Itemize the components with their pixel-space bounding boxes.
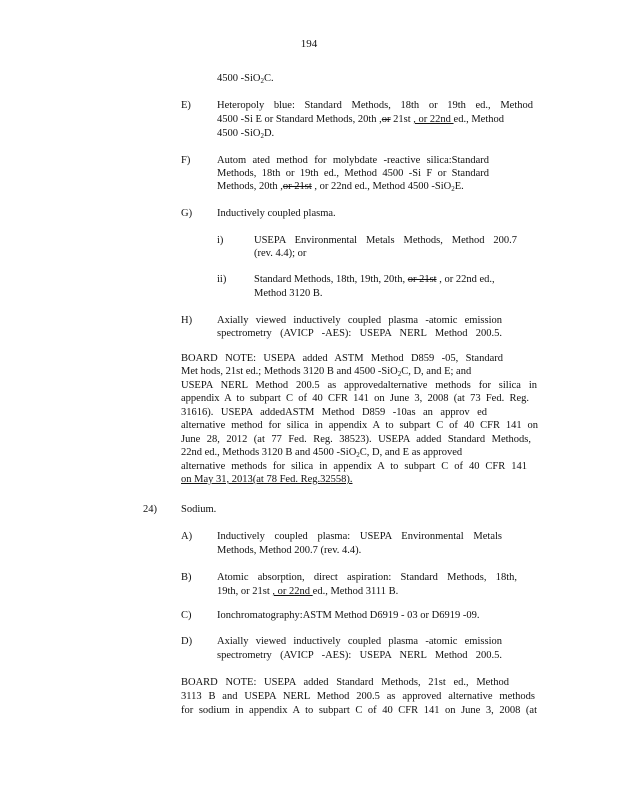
text-line: spectrometry (AVICP -AES): USEPA NERL Method 200.5. (217, 650, 502, 661)
board-note-line: on May 31, 2013(at 78 Fed. Reg.32558). (181, 474, 353, 485)
text-line: Standard Methods, 18th, 19th, 20th, or 21st , or 22nd ed., (254, 274, 495, 285)
board-note-line: 22nd ed., Methods 3120 B and 4500 -SiO$_2$C, D, and E as approved (181, 447, 463, 459)
board-note-line: for sodium in appendix A to subpart C of 40 CFR 141 on June 3, 2008 (at (181, 705, 537, 716)
board-note-line: USEPA NERL Method 200.5 as approvedalternative methods for silica in (181, 380, 537, 391)
text-line: Inductively coupled plasma: USEPA Environmental Metals (217, 531, 502, 542)
text-line: USEPA Environmental Metals Methods, Method 200.7 (254, 235, 517, 246)
text-line: Axially viewed inductively coupled plasma -atomic emission (217, 636, 502, 647)
item-label-c: C) (181, 610, 192, 621)
page-number: 194 (300, 38, 318, 50)
item-label-h: H) (181, 315, 193, 326)
section-title: Sodium. (181, 504, 217, 515)
board-note-line: 31616). USEPA addedASTM Method D859 -10as an approv ed (181, 407, 487, 418)
item-label-b: B) (181, 572, 192, 583)
item-label-e: E) (181, 100, 191, 111)
board-note-line: 3113 B and USEPA NERL Method 200.5 as approved alternative methods (181, 691, 535, 702)
item-label-g: G) (181, 208, 193, 219)
text-line: Atomic absorption, direct aspiration: Standard Methods, 18th, (217, 572, 517, 583)
board-note-line: alternative methods for silica in appendix A to subpart C of 40 CFR 141 (181, 461, 527, 472)
text-line: Ionchromatography:ASTM Method D6919 - 03 or D6919 -09. (217, 610, 480, 621)
text-line: 4500 -SiO$_2$C. (217, 73, 274, 85)
text-line: 4500 -SiO$_2$D. (217, 128, 275, 140)
item-label-g-ii: ii) (217, 274, 227, 285)
text-line: Method 3120 B. (254, 288, 323, 299)
text-line: Axially viewed inductively coupled plasma -atomic emission (217, 315, 502, 326)
text-line: (rev. 4.4); or (254, 248, 307, 259)
section-number: 24) (143, 504, 157, 515)
text-line: Methods, 18th or 19th ed., Method 4500 -Si F or Standard (217, 168, 489, 179)
text-line: Methods, Method 200.7 (rev. 4.4). (217, 545, 362, 556)
board-note-line: BOARD NOTE: USEPA added Standard Methods, 21st ed., Method (181, 677, 509, 688)
board-note-line: appendix A to subpart C of 40 CFR 141 on June 3, 2008 (at 73 Fed. Reg. (181, 393, 529, 404)
item-label-d: D) (181, 636, 193, 647)
board-note-line: BOARD NOTE: USEPA added ASTM Method D859 -05, Standard (181, 353, 503, 364)
text-line: Inductively coupled plasma. (217, 208, 336, 219)
text-line: Heteropoly blue: Standard Methods, 18th or 19th ed., Method (217, 100, 533, 111)
board-note-line: Met hods, 21st ed.; Methods 3120 B and 4500 -SiO$_2$C, D, and E; and (181, 366, 472, 378)
text-line: 19th, or 21st , or 22nd ed., Method 3111 B. (217, 586, 399, 597)
item-label-f: F) (181, 155, 191, 166)
text-line: Methods, 20th ,or 21st , or 22nd ed., Method 4500 -SiO$_2$E. (217, 181, 464, 193)
text-line: Autom ated method for molybdate -reactive silica:Standard (217, 155, 489, 166)
text-line: spectrometry (AVICP -AES): USEPA NERL Method 200.5. (217, 328, 502, 339)
item-label-a: A) (181, 531, 193, 542)
board-note-line: June 28, 2012 (at 77 Fed. Reg. 38523). USEPA added Standard Methods, (181, 434, 531, 445)
text-line: 4500 -Si E or Standard Methods, 20th ,or 21st , or 22nd ed., Method (217, 114, 504, 125)
board-note-line: alternative method for silica in appendix A to subpart C of 40 CFR 141 on (181, 420, 538, 431)
item-label-g-i: i) (217, 235, 224, 246)
